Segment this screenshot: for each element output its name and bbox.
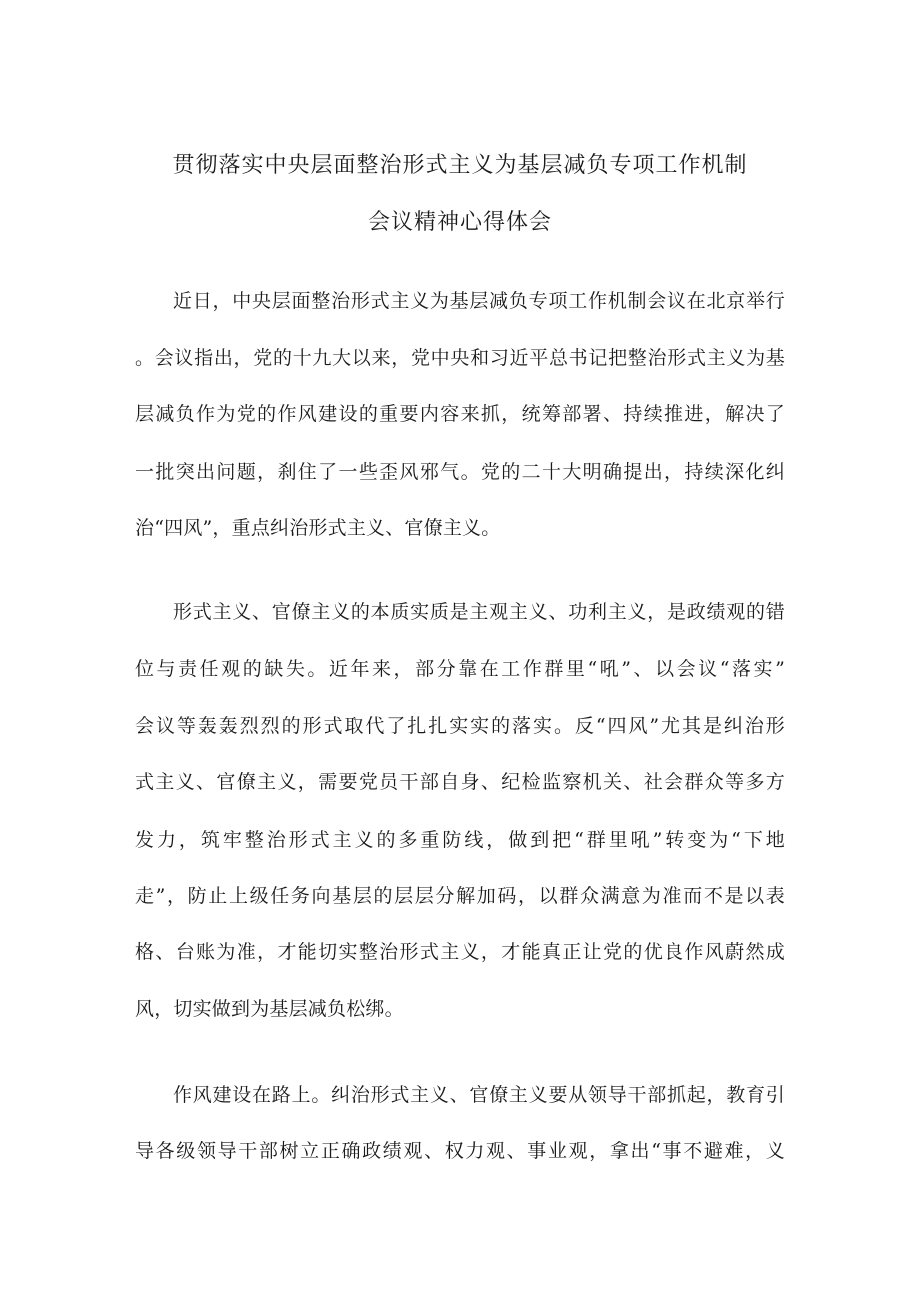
- paragraph-2-line-3: 会议等轰轰烈烈的形式取代了扎扎实实的落实。反“四风”尤其是纠治形: [135, 715, 785, 737]
- paragraph-3-line-1: 作风建设在路上。纠治形式主义、官僚主义要从领导干部抓起，教育引: [173, 1084, 785, 1106]
- document-title-line-1: 贯彻落实中央层面整治形式主义为基层减负专项工作机制: [172, 153, 748, 178]
- paragraph-1-line-1: 近日，中央层面整治形式主义为基层减负专项工作机制会议在北京举行: [173, 290, 785, 312]
- paragraph-1-line-3: 层减负作为党的作风建设的重要内容来抓，统筹部署、持续推进，解决了: [135, 403, 785, 425]
- paragraph-1-line-4: 一批突出问题，刹住了一些歪风邪气。党的二十大明确提出，持续深化纠: [135, 461, 785, 483]
- paragraph-3-line-2: 导各级领导干部树立正确政绩观、权力观、事业观，拿出“事不避难，义: [135, 1140, 785, 1162]
- paragraph-2-line-5: 发力，筑牢整治形式主义的多重防线，做到把“群里吼”转变为“下地: [135, 829, 785, 851]
- paragraph-1-line-2: 。会议指出，党的十九大以来，党中央和习近平总书记把整治形式主义为基: [135, 347, 785, 369]
- paragraph-2-line-8: 风，切实做到为基层减负松绑。: [135, 998, 404, 1020]
- paragraph-2-line-1: 形式主义、官僚主义的本质实质是主观主义、功利主义，是政绩观的错: [173, 601, 785, 623]
- paragraph-2-line-6: 走”，防止上级任务向基层的层层分解加码，以群众满意为准而不是以表: [135, 885, 785, 907]
- paragraph-2-line-2: 位与责任观的缺失。近年来，部分靠在工作群里“吼”、以会议“落实”: [135, 658, 785, 680]
- document-title-line-2: 会议精神心得体会: [367, 210, 552, 235]
- paragraph-2-line-4: 式主义、官僚主义，需要党员干部自身、纪检监察机关、社会群众等多方: [135, 771, 785, 793]
- paragraph-1-line-5: 治“四风”，重点纠治形式主义、官僚主义。: [135, 517, 501, 539]
- paragraph-2-line-7: 格、台账为准，才能切实整治形式主义，才能真正让党的优良作风蔚然成: [135, 941, 785, 963]
